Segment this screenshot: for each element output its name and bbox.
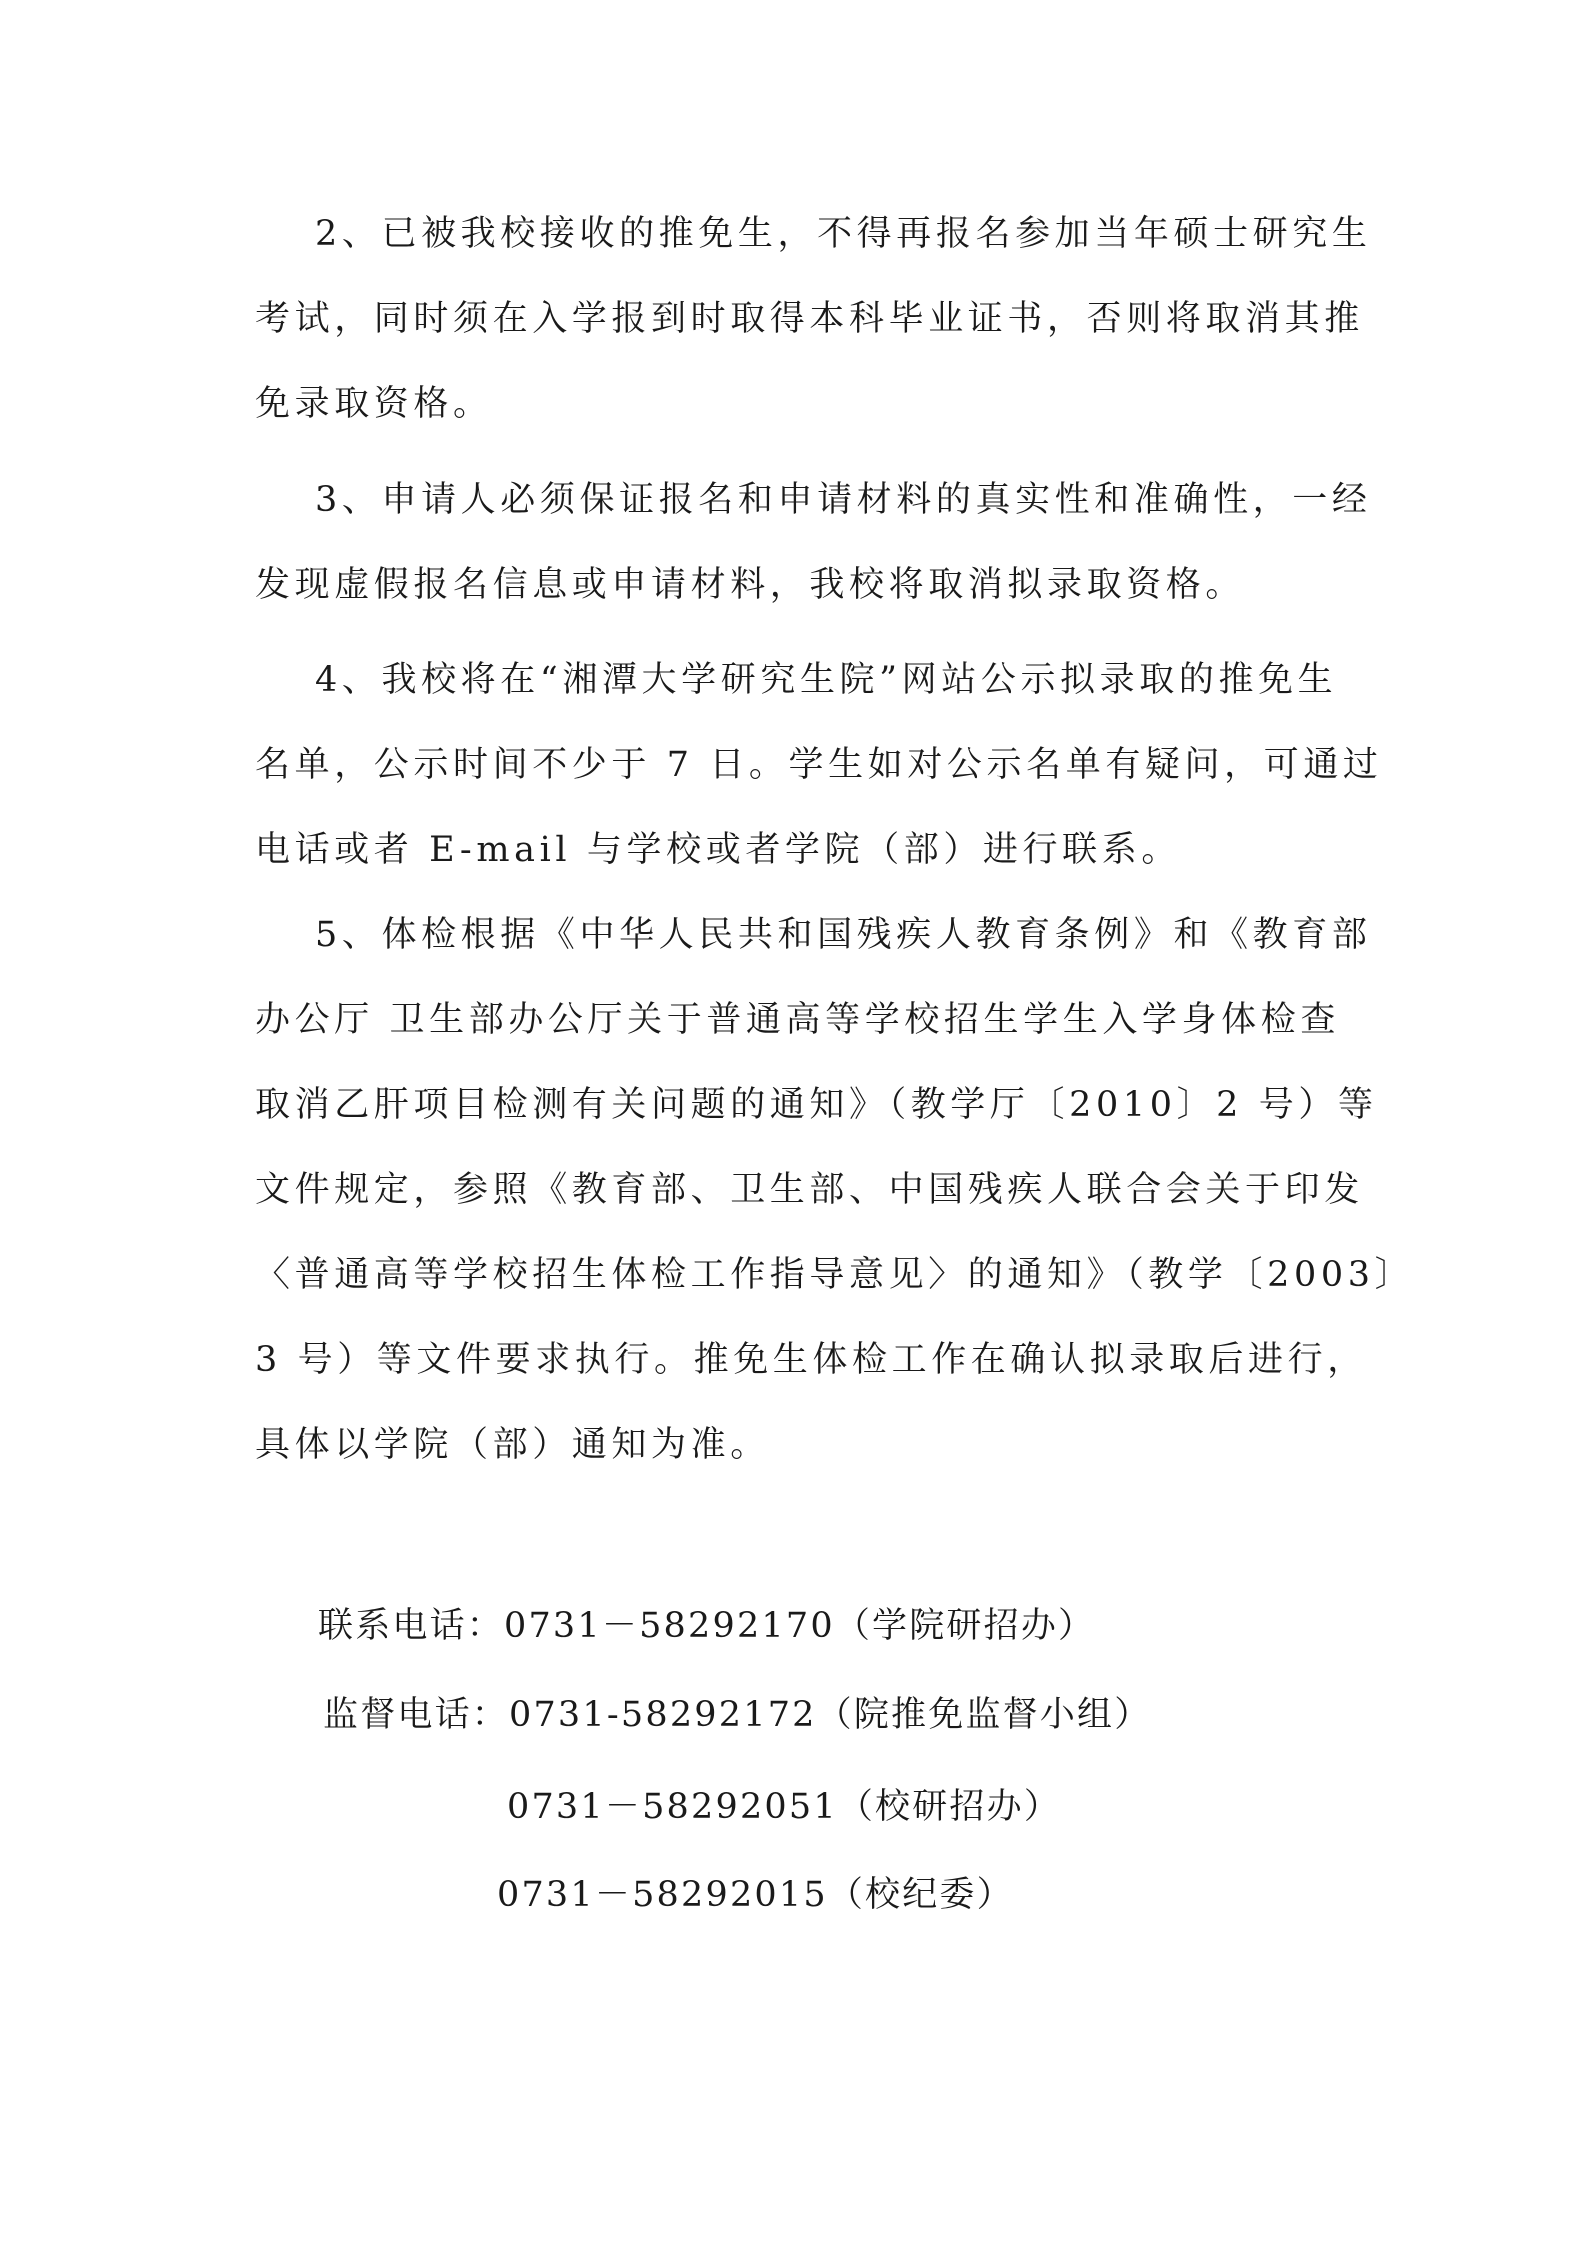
paragraph-3-line-2: 发现虚假报名信息或申请材料，我校将取消拟录取资格。: [255, 565, 1246, 605]
paragraph-5-line-1: 5、体检根据《中华人民共和国残疾人教育条例》和《教育部: [315, 915, 1372, 955]
paragraph-2-line-2: 考试，同时须在入学报到时取得本科毕业证书，否则将取消其推: [255, 299, 1364, 339]
paragraph-5-line-7: 具体以学院（部）通知为准。: [255, 1425, 770, 1465]
supervision-phone: 监督电话：0731-58292172（院推免监督小组）: [323, 1695, 1152, 1735]
paragraph-2-line-3: 免录取资格。: [255, 384, 493, 424]
paragraph-4-line-2: 名单，公示时间不少于 7 日。学生如对公示名单有疑问，可通过: [255, 745, 1383, 785]
paragraph-5-line-6: 3 号）等文件要求执行。推免生体检工作在确认拟录取后进行，: [255, 1340, 1367, 1380]
paragraph-5-line-4: 文件规定，参照《教育部、卫生部、中国残疾人联合会关于印发: [255, 1170, 1364, 1210]
paragraph-4-line-1: 4、我校将在“湘潭大学研究生院”网站公示拟录取的推免生: [315, 660, 1338, 700]
paragraph-5-line-3: 取消乙肝项目检测有关问题的通知》（教学厅〔2010〕2 号）等: [255, 1085, 1378, 1125]
graduate-admissions-phone: 0731－58292051（校研招办）: [507, 1787, 1062, 1827]
paragraph-5-line-5: 〈普通高等学校招生体检工作指导意见〉的通知》（教学〔2003〕: [255, 1255, 1415, 1295]
paragraph-2-line-1: 2、已被我校接收的推免生，不得再报名参加当年硕士研究生: [315, 214, 1372, 254]
paragraph-4-line-3: 电话或者 E-mail 与学校或者学院（部）进行联系。: [255, 830, 1181, 870]
paragraph-5-line-2: 办公厅 卫生部办公厅关于普通高等学校招生学生入学身体检查: [255, 1000, 1340, 1040]
paragraph-3-line-1: 3、申请人必须保证报名和申请材料的真实性和准确性，一经: [315, 480, 1372, 520]
contact-phone: 联系电话：0731－58292170（学院研招办）: [318, 1606, 1096, 1646]
discipline-committee-phone: 0731－58292015（校纪委）: [497, 1875, 1014, 1915]
